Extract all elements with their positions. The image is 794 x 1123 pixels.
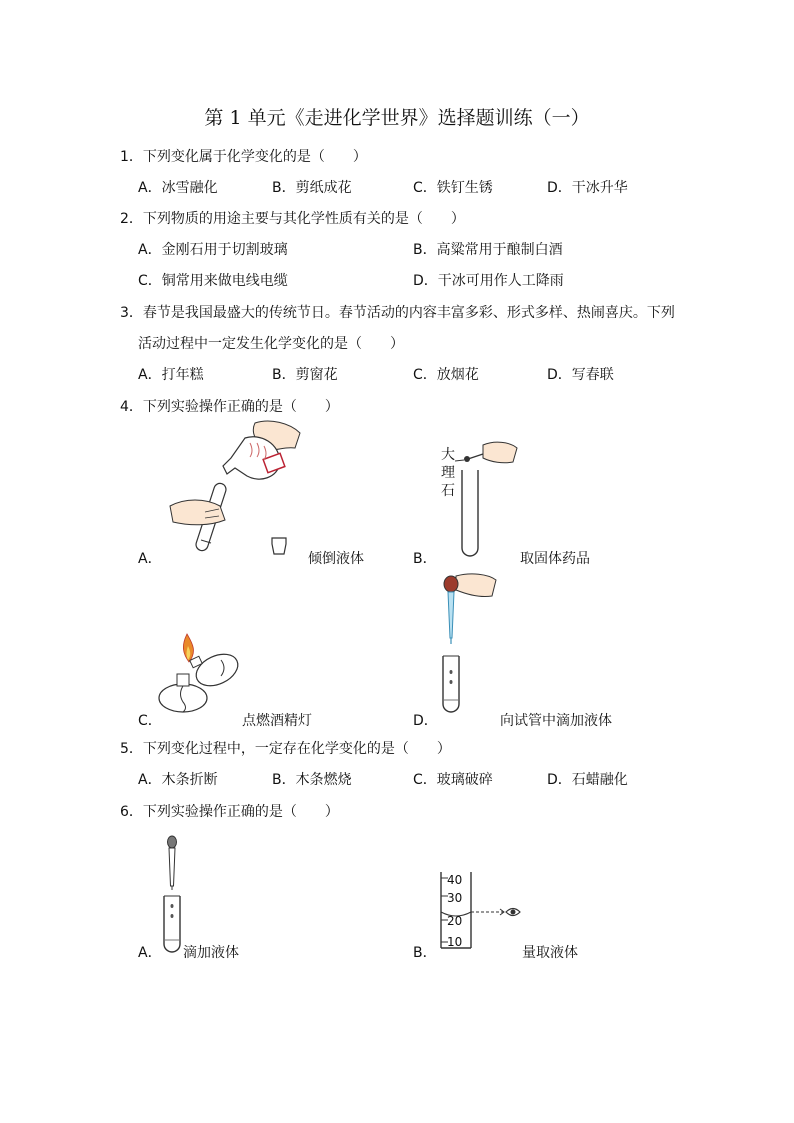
question-3-stem-line2: 活动过程中一定发生化学变化的是（ ） bbox=[138, 336, 404, 352]
q1-option-c: C．铁钉生锈 bbox=[413, 180, 493, 196]
q2-option-c: C．铜常用来做电线电缆 bbox=[138, 273, 288, 289]
marble-label-char-2: 理 bbox=[441, 465, 455, 481]
q1-option-d: D．干冰升华 bbox=[547, 180, 628, 196]
q5-option-a: A．木条折断 bbox=[138, 772, 218, 788]
cylinder-tick-10: 10 bbox=[447, 935, 463, 949]
dropper-above-tube-illustration bbox=[160, 834, 184, 954]
q5-option-d: D．石蜡融化 bbox=[547, 772, 628, 788]
q2-option-b: B．高粱常用于酿制白酒 bbox=[413, 242, 563, 258]
marble-label-char-1: 大 bbox=[441, 447, 455, 463]
taking-solid-illustration bbox=[455, 440, 525, 558]
q6-option-b-letter: B． bbox=[413, 945, 437, 961]
question-4-stem: 4．下列实验操作正确的是（ ） bbox=[120, 399, 339, 415]
q4-option-a-caption: 倾倒液体 bbox=[308, 551, 364, 567]
cylinder-tick-30: 30 bbox=[447, 891, 463, 905]
q4-option-c-caption: 点燃酒精灯 bbox=[242, 713, 312, 729]
q4-option-a-letter: A． bbox=[138, 551, 162, 567]
question-3-stem-line1: 3．春节是我国最盛大的传统节日。春节活动的内容丰富多彩、形式多样、热闹喜庆。下列 bbox=[120, 305, 675, 321]
q3-option-b: B．剪窗花 bbox=[272, 367, 338, 383]
pouring-liquid-illustration bbox=[165, 418, 310, 558]
alcohol-lamp-illustration bbox=[155, 632, 250, 717]
q4-option-d-letter: D． bbox=[413, 713, 438, 729]
question-5-stem: 5．下列变化过程中，一定存在化学变化的是（ ） bbox=[120, 741, 451, 757]
q4-option-b-caption: 取固体药品 bbox=[520, 551, 590, 567]
dropper-test-tube-illustration bbox=[436, 572, 501, 720]
question-1-stem: 1．下列变化属于化学变化的是（ ） bbox=[120, 149, 367, 165]
question-2-stem: 2．下列物质的用途主要与其化学性质有关的是（ ） bbox=[120, 211, 465, 227]
q4-option-b-letter: B． bbox=[413, 551, 437, 567]
q3-option-c: C．放烟花 bbox=[413, 367, 479, 383]
q1-option-b: B．剪纸成花 bbox=[272, 180, 352, 196]
q4-option-d-caption: 向试管中滴加液体 bbox=[500, 713, 612, 729]
q6-option-a-caption: 滴加液体 bbox=[183, 945, 239, 961]
q2-option-a: A．金刚石用于切割玻璃 bbox=[138, 242, 288, 258]
q6-option-a-letter: A． bbox=[138, 945, 162, 961]
q3-option-a: A．打年糕 bbox=[138, 367, 204, 383]
q1-option-a: A．冰雪融化 bbox=[138, 180, 218, 196]
cylinder-tick-20: 20 bbox=[447, 914, 463, 928]
q5-option-b: B．木条燃烧 bbox=[272, 772, 352, 788]
q6-option-b-caption: 量取液体 bbox=[522, 945, 578, 961]
q4-option-c-letter: C． bbox=[138, 713, 162, 729]
page-title: 第 1 单元《走进化学世界》选择题训练（一） bbox=[204, 107, 590, 129]
question-6-stem: 6．下列实验操作正确的是（ ） bbox=[120, 804, 339, 820]
q5-option-c: C．玻璃破碎 bbox=[413, 772, 493, 788]
marble-label-char-3: 石 bbox=[441, 483, 455, 499]
q3-option-d: D．写春联 bbox=[547, 367, 614, 383]
cylinder-tick-40: 40 bbox=[447, 873, 463, 887]
q2-option-d: D．干冰可用作人工降雨 bbox=[413, 273, 564, 289]
